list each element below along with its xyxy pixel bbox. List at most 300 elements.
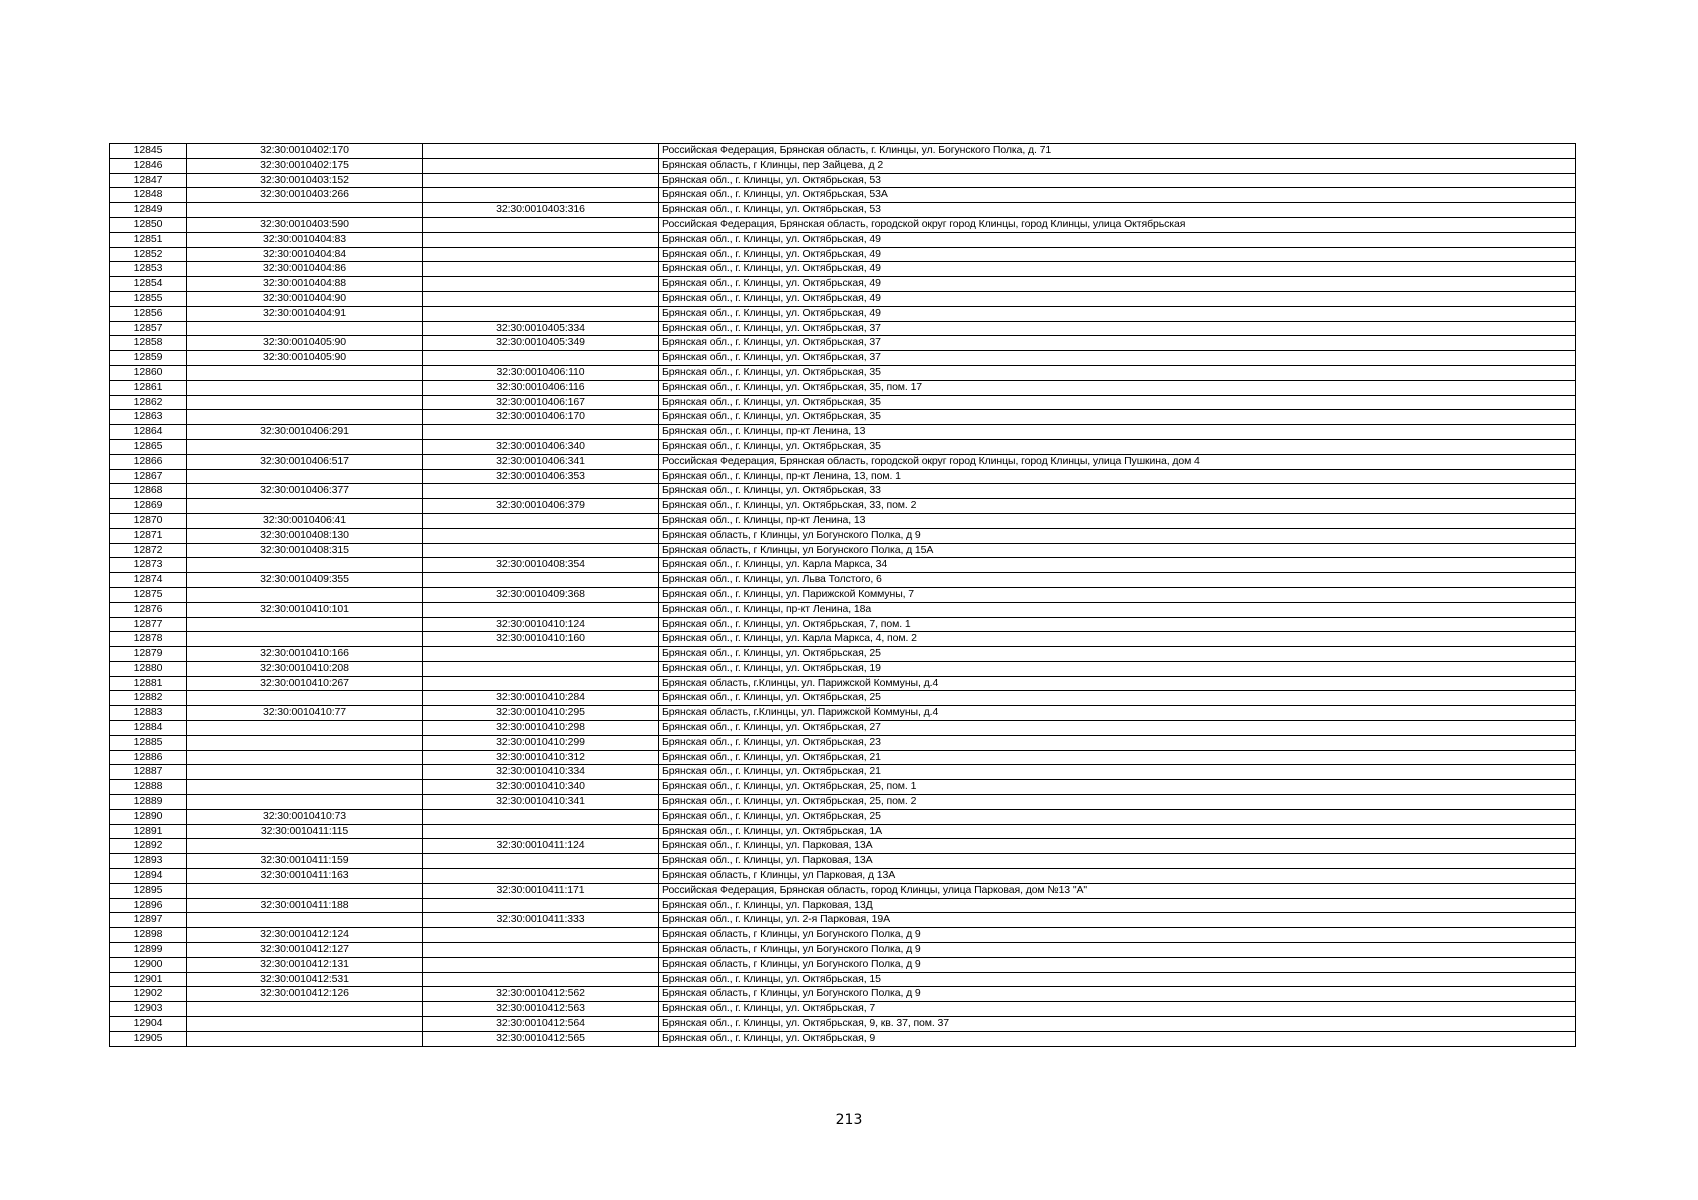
table-row xyxy=(110,928,1576,943)
cadastral-number-cell: 32:30:0010408:130 xyxy=(187,528,423,543)
row-number-cell: 12877 xyxy=(110,617,187,632)
object-number-cell: 32:30:0010410:334 xyxy=(423,765,659,780)
table-row xyxy=(110,395,1576,410)
address-cell: Брянская обл., г. Клинцы, ул. Октябрьская, 49 xyxy=(659,232,1576,247)
address-cell: Брянская обл., г. Клинцы, ул. 2-я Парковая, 19А xyxy=(659,913,1576,928)
row-number-cell: 12900 xyxy=(110,957,187,972)
object-number-cell xyxy=(423,351,659,366)
table-row xyxy=(110,735,1576,750)
object-number-cell xyxy=(423,972,659,987)
table-row xyxy=(110,277,1576,292)
row-number-cell: 12863 xyxy=(110,410,187,425)
address-cell: Брянская обл., г. Клинцы, ул. Октябрьская, 49 xyxy=(659,247,1576,262)
cadastral-number-cell xyxy=(187,558,423,573)
object-number-cell: 32:30:0010406:167 xyxy=(423,395,659,410)
object-number-cell xyxy=(423,676,659,691)
cadastral-number-cell xyxy=(187,203,423,218)
row-number-cell: 12896 xyxy=(110,898,187,913)
table-row xyxy=(110,750,1576,765)
row-number-cell: 12870 xyxy=(110,513,187,528)
object-number-cell xyxy=(423,957,659,972)
table-row xyxy=(110,454,1576,469)
object-number-cell xyxy=(423,573,659,588)
table-row xyxy=(110,869,1576,884)
address-cell: Брянская область, г Клинцы, ул Богунского Полка, д 9 xyxy=(659,528,1576,543)
table-row xyxy=(110,1031,1576,1046)
row-number-cell: 12882 xyxy=(110,691,187,706)
table-row xyxy=(110,839,1576,854)
cadastral-number-cell: 32:30:0010411:115 xyxy=(187,824,423,839)
object-number-cell xyxy=(423,262,659,277)
address-cell: Брянская обл., г. Клинцы, ул. Октябрьская, 37 xyxy=(659,336,1576,351)
object-number-cell: 32:30:0010406:353 xyxy=(423,469,659,484)
row-number-cell: 12851 xyxy=(110,232,187,247)
table-row xyxy=(110,765,1576,780)
row-number-cell: 12878 xyxy=(110,632,187,647)
row-number-cell: 12876 xyxy=(110,602,187,617)
cadastral-number-cell xyxy=(187,632,423,647)
address-cell: Брянская обл., г. Клинцы, ул. Октябрьская, 37 xyxy=(659,351,1576,366)
object-number-cell xyxy=(423,232,659,247)
row-number-cell: 12856 xyxy=(110,306,187,321)
object-number-cell xyxy=(423,898,659,913)
table-row xyxy=(110,380,1576,395)
row-number-cell: 12886 xyxy=(110,750,187,765)
cadastral-number-cell xyxy=(187,780,423,795)
row-number-cell: 12849 xyxy=(110,203,187,218)
cadastral-number-cell xyxy=(187,395,423,410)
row-number-cell: 12854 xyxy=(110,277,187,292)
row-number-cell: 12855 xyxy=(110,291,187,306)
cadastral-number-cell xyxy=(187,587,423,602)
object-number-cell: 32:30:0010406:116 xyxy=(423,380,659,395)
cadastral-number-cell: 32:30:0010404:91 xyxy=(187,306,423,321)
row-number-cell: 12848 xyxy=(110,188,187,203)
table-row xyxy=(110,306,1576,321)
object-number-cell: 32:30:0010410:340 xyxy=(423,780,659,795)
address-cell: Брянская обл., г. Клинцы, ул. Октябрьская, 1А xyxy=(659,824,1576,839)
cadastral-number-cell: 32:30:0010410:208 xyxy=(187,661,423,676)
row-number-cell: 12889 xyxy=(110,795,187,810)
table-row xyxy=(110,913,1576,928)
address-cell: Брянская обл., г. Клинцы, ул. Октябрьская, 9, кв. 37, пом. 37 xyxy=(659,1017,1576,1032)
object-number-cell: 32:30:0010406:341 xyxy=(423,454,659,469)
object-number-cell xyxy=(423,824,659,839)
object-number-cell: 32:30:0010410:284 xyxy=(423,691,659,706)
row-number-cell: 12905 xyxy=(110,1031,187,1046)
row-number-cell: 12879 xyxy=(110,647,187,662)
table-row xyxy=(110,691,1576,706)
address-cell: Брянская обл., г. Клинцы, пр-кт Ленина, 13 xyxy=(659,513,1576,528)
address-cell: Российская Федерация, Брянская область, городской округ город Клинцы, город Клинцы, улица Пушкина, дом 4 xyxy=(659,454,1576,469)
cadastral-number-cell: 32:30:0010404:88 xyxy=(187,277,423,292)
row-number-cell: 12867 xyxy=(110,469,187,484)
object-number-cell xyxy=(423,854,659,869)
table-row xyxy=(110,410,1576,425)
cadastral-number-cell: 32:30:0010404:83 xyxy=(187,232,423,247)
address-cell: Брянская обл., г. Клинцы, ул. Октябрьская, 33, пом. 2 xyxy=(659,499,1576,514)
cadastral-number-cell xyxy=(187,469,423,484)
row-number-cell: 12884 xyxy=(110,721,187,736)
address-cell: Брянская обл., г. Клинцы, ул. Октябрьская, 35 xyxy=(659,410,1576,425)
address-cell: Брянская обл., г. Клинцы, ул. Карла Маркса, 4, пом. 2 xyxy=(659,632,1576,647)
cadastral-number-cell: 32:30:0010412:126 xyxy=(187,987,423,1002)
address-cell: Брянская обл., г. Клинцы, ул. Парковая, 13А xyxy=(659,854,1576,869)
object-number-cell xyxy=(423,291,659,306)
object-number-cell: 32:30:0010406:379 xyxy=(423,499,659,514)
table-row xyxy=(110,203,1576,218)
address-cell: Брянская область, г Клинцы, ул Богунского Полка, д 15А xyxy=(659,543,1576,558)
table-row xyxy=(110,336,1576,351)
table-row xyxy=(110,425,1576,440)
cadastral-number-cell: 32:30:0010410:267 xyxy=(187,676,423,691)
address-cell: Брянская обл., г. Клинцы, ул. Октябрьская, 33 xyxy=(659,484,1576,499)
cadastral-number-cell xyxy=(187,795,423,810)
cadastral-number-cell: 32:30:0010403:590 xyxy=(187,217,423,232)
table-row xyxy=(110,824,1576,839)
address-cell: Брянская обл., г. Клинцы, ул. Октябрьская, 25, пом. 2 xyxy=(659,795,1576,810)
object-number-cell: 32:30:0010411:171 xyxy=(423,883,659,898)
table-row xyxy=(110,217,1576,232)
address-cell: Брянская обл., г. Клинцы, ул. Октябрьская, 21 xyxy=(659,750,1576,765)
object-number-cell: 32:30:0010405:349 xyxy=(423,336,659,351)
address-cell: Брянская обл., г. Клинцы, ул. Октябрьская, 7, пом. 1 xyxy=(659,617,1576,632)
table-row xyxy=(110,484,1576,499)
object-number-cell: 32:30:0010410:124 xyxy=(423,617,659,632)
row-number-cell: 12895 xyxy=(110,883,187,898)
address-cell: Брянская обл., г. Клинцы, ул. Октябрьская, 35 xyxy=(659,439,1576,454)
row-number-cell: 12860 xyxy=(110,365,187,380)
cadastral-number-cell: 32:30:0010403:266 xyxy=(187,188,423,203)
object-number-cell xyxy=(423,869,659,884)
address-cell: Брянская обл., г. Клинцы, ул. Октябрьская, 25 xyxy=(659,647,1576,662)
address-cell: Брянская обл., г. Клинцы, ул. Октябрьская, 49 xyxy=(659,291,1576,306)
table-row xyxy=(110,617,1576,632)
table-row xyxy=(110,439,1576,454)
table-row xyxy=(110,795,1576,810)
table-row xyxy=(110,158,1576,173)
object-number-cell: 32:30:0010410:341 xyxy=(423,795,659,810)
row-number-cell: 12871 xyxy=(110,528,187,543)
row-number-cell: 12883 xyxy=(110,706,187,721)
row-number-cell: 12904 xyxy=(110,1017,187,1032)
object-number-cell xyxy=(423,809,659,824)
table-row xyxy=(110,706,1576,721)
row-number-cell: 12872 xyxy=(110,543,187,558)
address-cell: Брянская обл., г. Клинцы, ул. Октябрьская, 53А xyxy=(659,188,1576,203)
object-number-cell xyxy=(423,217,659,232)
object-number-cell: 32:30:0010410:298 xyxy=(423,721,659,736)
cadastral-number-cell xyxy=(187,735,423,750)
address-cell: Брянская область, г.Клинцы, ул. Парижской Коммуны, д.4 xyxy=(659,676,1576,691)
cadastral-number-cell: 32:30:0010411:188 xyxy=(187,898,423,913)
cadastral-number-cell: 32:30:0010410:166 xyxy=(187,647,423,662)
address-cell: Брянская обл., г. Клинцы, ул. Октябрьская, 25 xyxy=(659,691,1576,706)
object-number-cell xyxy=(423,425,659,440)
address-cell: Брянская область, г Клинцы, ул Богунского Полка, д 9 xyxy=(659,987,1576,1002)
row-number-cell: 12859 xyxy=(110,351,187,366)
cadastral-number-cell xyxy=(187,721,423,736)
row-number-cell: 12847 xyxy=(110,173,187,188)
cadastral-number-cell: 32:30:0010409:355 xyxy=(187,573,423,588)
address-cell: Брянская область, г Клинцы, пер Зайцева, д 2 xyxy=(659,158,1576,173)
table-row xyxy=(110,351,1576,366)
address-cell: Брянская обл., г. Клинцы, ул. Парижской Коммуны, 7 xyxy=(659,587,1576,602)
table-row xyxy=(110,987,1576,1002)
table-row xyxy=(110,469,1576,484)
cadastral-number-cell xyxy=(187,839,423,854)
object-number-cell: 32:30:0010409:368 xyxy=(423,587,659,602)
object-number-cell: 32:30:0010411:333 xyxy=(423,913,659,928)
cadastral-table xyxy=(109,143,1576,1047)
row-number-cell: 12887 xyxy=(110,765,187,780)
cadastral-number-cell: 32:30:0010403:152 xyxy=(187,173,423,188)
object-number-cell xyxy=(423,602,659,617)
object-number-cell xyxy=(423,661,659,676)
address-cell: Брянская обл., г. Клинцы, ул. Октябрьская, 7 xyxy=(659,1002,1576,1017)
object-number-cell: 32:30:0010412:565 xyxy=(423,1031,659,1046)
object-number-cell: 32:30:0010411:124 xyxy=(423,839,659,854)
table-row xyxy=(110,365,1576,380)
cadastral-number-cell: 32:30:0010406:517 xyxy=(187,454,423,469)
object-number-cell: 32:30:0010406:170 xyxy=(423,410,659,425)
address-cell: Брянская обл., г. Клинцы, ул. Октябрьская, 27 xyxy=(659,721,1576,736)
object-number-cell: 32:30:0010410:299 xyxy=(423,735,659,750)
table-row xyxy=(110,1002,1576,1017)
cadastral-number-cell: 32:30:0010412:124 xyxy=(187,928,423,943)
cadastral-number-cell xyxy=(187,750,423,765)
cadastral-number-cell xyxy=(187,691,423,706)
row-number-cell: 12857 xyxy=(110,321,187,336)
cadastral-number-cell xyxy=(187,1002,423,1017)
table-row xyxy=(110,499,1576,514)
address-cell: Брянская обл., г. Клинцы, ул. Октябрьская, 19 xyxy=(659,661,1576,676)
cadastral-number-cell xyxy=(187,439,423,454)
table-row xyxy=(110,543,1576,558)
address-cell: Российская Федерация, Брянская область, город Клинцы, улица Парковая, дом №13 "А" xyxy=(659,883,1576,898)
row-number-cell: 12864 xyxy=(110,425,187,440)
table-row xyxy=(110,883,1576,898)
table-row xyxy=(110,188,1576,203)
object-number-cell: 32:30:0010406:340 xyxy=(423,439,659,454)
address-cell: Брянская область, г Клинцы, ул Богунского Полка, д 9 xyxy=(659,928,1576,943)
cadastral-number-cell: 32:30:0010406:291 xyxy=(187,425,423,440)
cadastral-number-cell: 32:30:0010408:315 xyxy=(187,543,423,558)
address-cell: Брянская обл., г. Клинцы, ул. Льва Толстого, 6 xyxy=(659,573,1576,588)
cadastral-number-cell xyxy=(187,365,423,380)
address-cell: Брянская обл., г. Клинцы, пр-кт Ленина, 18а xyxy=(659,602,1576,617)
address-cell: Брянская обл., г. Клинцы, ул. Карла Маркса, 34 xyxy=(659,558,1576,573)
table-body xyxy=(110,144,1576,1047)
address-cell: Брянская обл., г. Клинцы, пр-кт Ленина, 13 xyxy=(659,425,1576,440)
cadastral-number-cell: 32:30:0010411:163 xyxy=(187,869,423,884)
object-number-cell xyxy=(423,188,659,203)
table-row xyxy=(110,809,1576,824)
address-cell: Брянская обл., г. Клинцы, пр-кт Ленина, 13, пом. 1 xyxy=(659,469,1576,484)
table-row xyxy=(110,558,1576,573)
object-number-cell xyxy=(423,513,659,528)
cadastral-number-cell: 32:30:0010406:377 xyxy=(187,484,423,499)
table-row xyxy=(110,321,1576,336)
address-cell: Брянская обл., г. Клинцы, ул. Октябрьская, 25 xyxy=(659,809,1576,824)
address-cell: Брянская обл., г. Клинцы, ул. Октябрьская, 35 xyxy=(659,395,1576,410)
table-row xyxy=(110,632,1576,647)
cadastral-number-cell xyxy=(187,321,423,336)
table-row xyxy=(110,647,1576,662)
row-number-cell: 12902 xyxy=(110,987,187,1002)
object-number-cell xyxy=(423,277,659,292)
cadastral-number-cell xyxy=(187,380,423,395)
address-cell: Брянская обл., г. Клинцы, ул. Октябрьская, 49 xyxy=(659,306,1576,321)
table-row xyxy=(110,144,1576,159)
object-number-cell: 32:30:0010408:354 xyxy=(423,558,659,573)
table-row xyxy=(110,854,1576,869)
row-number-cell: 12862 xyxy=(110,395,187,410)
row-number-cell: 12865 xyxy=(110,439,187,454)
cadastral-number-cell: 32:30:0010404:90 xyxy=(187,291,423,306)
object-number-cell: 32:30:0010406:110 xyxy=(423,365,659,380)
address-cell: Брянская область, г Клинцы, ул Богунского Полка, д 9 xyxy=(659,943,1576,958)
row-number-cell: 12846 xyxy=(110,158,187,173)
table-row xyxy=(110,573,1576,588)
row-number-cell: 12880 xyxy=(110,661,187,676)
table-row xyxy=(110,587,1576,602)
cadastral-number-cell xyxy=(187,499,423,514)
cadastral-number-cell xyxy=(187,913,423,928)
cadastral-number-cell xyxy=(187,883,423,898)
cadastral-number-cell: 32:30:0010410:77 xyxy=(187,706,423,721)
address-cell: Брянская обл., г. Клинцы, ул. Парковая, 13А xyxy=(659,839,1576,854)
object-number-cell xyxy=(423,306,659,321)
row-number-cell: 12891 xyxy=(110,824,187,839)
row-number-cell: 12861 xyxy=(110,380,187,395)
address-cell: Брянская обл., г. Клинцы, ул. Октябрьская, 35, пом. 17 xyxy=(659,380,1576,395)
cadastral-number-cell: 32:30:0010405:90 xyxy=(187,336,423,351)
address-cell: Брянская обл., г. Клинцы, ул. Октябрьская, 49 xyxy=(659,277,1576,292)
address-cell: Брянская область, г Клинцы, ул Богунского Полка, д 9 xyxy=(659,957,1576,972)
row-number-cell: 12850 xyxy=(110,217,187,232)
address-cell: Брянская обл., г. Клинцы, ул. Октябрьская, 53 xyxy=(659,173,1576,188)
object-number-cell: 32:30:0010412:564 xyxy=(423,1017,659,1032)
address-cell: Брянская обл., г. Клинцы, ул. Октябрьская, 23 xyxy=(659,735,1576,750)
cadastral-number-cell: 32:30:0010402:175 xyxy=(187,158,423,173)
row-number-cell: 12868 xyxy=(110,484,187,499)
object-number-cell xyxy=(423,543,659,558)
object-number-cell xyxy=(423,144,659,159)
row-number-cell: 12898 xyxy=(110,928,187,943)
address-cell: Брянская обл., г. Клинцы, ул. Октябрьская, 25, пом. 1 xyxy=(659,780,1576,795)
object-number-cell xyxy=(423,943,659,958)
address-cell: Брянская обл., г. Клинцы, ул. Октябрьская, 37 xyxy=(659,321,1576,336)
row-number-cell: 12845 xyxy=(110,144,187,159)
address-cell: Российская Федерация, Брянская область, г. Клинцы, ул. Богунского Полка, д. 71 xyxy=(659,144,1576,159)
table-row xyxy=(110,661,1576,676)
object-number-cell xyxy=(423,158,659,173)
table-row xyxy=(110,780,1576,795)
object-number-cell: 32:30:0010410:160 xyxy=(423,632,659,647)
row-number-cell: 12852 xyxy=(110,247,187,262)
object-number-cell xyxy=(423,173,659,188)
table-row xyxy=(110,528,1576,543)
cadastral-number-cell: 32:30:0010402:170 xyxy=(187,144,423,159)
address-cell: Брянская область, г.Клинцы, ул. Парижской Коммуны, д.4 xyxy=(659,706,1576,721)
row-number-cell: 12894 xyxy=(110,869,187,884)
object-number-cell xyxy=(423,528,659,543)
object-number-cell xyxy=(423,484,659,499)
row-number-cell: 12893 xyxy=(110,854,187,869)
row-number-cell: 12869 xyxy=(110,499,187,514)
table-row xyxy=(110,721,1576,736)
cadastral-number-cell xyxy=(187,410,423,425)
object-number-cell xyxy=(423,647,659,662)
row-number-cell: 12866 xyxy=(110,454,187,469)
address-cell: Брянская область, г Клинцы, ул Парковая, д 13А xyxy=(659,869,1576,884)
table-row xyxy=(110,972,1576,987)
object-number-cell: 32:30:0010412:563 xyxy=(423,1002,659,1017)
cadastral-number-cell: 32:30:0010410:73 xyxy=(187,809,423,824)
object-number-cell: 32:30:0010405:334 xyxy=(423,321,659,336)
table-row xyxy=(110,957,1576,972)
object-number-cell xyxy=(423,247,659,262)
address-cell: Брянская обл., г. Клинцы, ул. Октябрьская, 35 xyxy=(659,365,1576,380)
row-number-cell: 12881 xyxy=(110,676,187,691)
cadastral-number-cell xyxy=(187,765,423,780)
cadastral-number-cell: 32:30:0010406:41 xyxy=(187,513,423,528)
address-cell: Брянская обл., г. Клинцы, ул. Парковая, 13Д xyxy=(659,898,1576,913)
row-number-cell: 12885 xyxy=(110,735,187,750)
cadastral-number-cell: 32:30:0010404:86 xyxy=(187,262,423,277)
object-number-cell: 32:30:0010403:316 xyxy=(423,203,659,218)
row-number-cell: 12873 xyxy=(110,558,187,573)
cadastral-number-cell xyxy=(187,617,423,632)
address-cell: Российская Федерация, Брянская область, городской округ город Клинцы, город Клинцы, улица Октябрьская xyxy=(659,217,1576,232)
address-cell: Брянская обл., г. Клинцы, ул. Октябрьская, 21 xyxy=(659,765,1576,780)
object-number-cell: 32:30:0010410:295 xyxy=(423,706,659,721)
cadastral-number-cell: 32:30:0010411:159 xyxy=(187,854,423,869)
table-row xyxy=(110,232,1576,247)
table-row xyxy=(110,173,1576,188)
address-cell: Брянская обл., г. Клинцы, ул. Октябрьская, 53 xyxy=(659,203,1576,218)
cadastral-number-cell xyxy=(187,1031,423,1046)
table-row xyxy=(110,291,1576,306)
row-number-cell: 12875 xyxy=(110,587,187,602)
row-number-cell: 12874 xyxy=(110,573,187,588)
cadastral-number-cell: 32:30:0010412:131 xyxy=(187,957,423,972)
table-row xyxy=(110,247,1576,262)
table-row xyxy=(110,898,1576,913)
row-number-cell: 12899 xyxy=(110,943,187,958)
row-number-cell: 12892 xyxy=(110,839,187,854)
table-row xyxy=(110,602,1576,617)
cadastral-number-cell: 32:30:0010405:90 xyxy=(187,351,423,366)
address-cell: Брянская обл., г. Клинцы, ул. Октябрьская, 9 xyxy=(659,1031,1576,1046)
address-cell: Брянская обл., г. Клинцы, ул. Октябрьская, 49 xyxy=(659,262,1576,277)
row-number-cell: 12897 xyxy=(110,913,187,928)
cadastral-number-cell: 32:30:0010412:531 xyxy=(187,972,423,987)
object-number-cell xyxy=(423,928,659,943)
table-row xyxy=(110,943,1576,958)
cadastral-number-cell: 32:30:0010404:84 xyxy=(187,247,423,262)
row-number-cell: 12858 xyxy=(110,336,187,351)
object-number-cell: 32:30:0010410:312 xyxy=(423,750,659,765)
table-row xyxy=(110,513,1576,528)
table-row xyxy=(110,1017,1576,1032)
row-number-cell: 12903 xyxy=(110,1002,187,1017)
table-row xyxy=(110,262,1576,277)
cadastral-number-cell: 32:30:0010410:101 xyxy=(187,602,423,617)
row-number-cell: 12901 xyxy=(110,972,187,987)
table-row xyxy=(110,676,1576,691)
